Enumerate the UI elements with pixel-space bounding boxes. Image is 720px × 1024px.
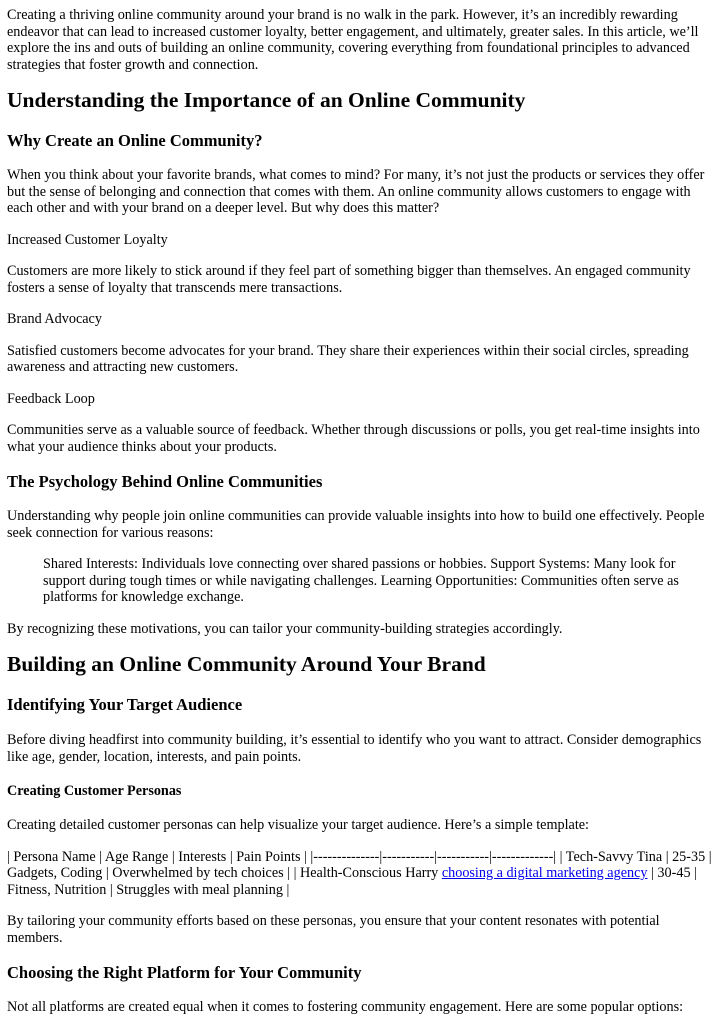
- paragraph-why-create: When you think about your favorite brands, what comes to mind? For many, it’s not just the products or services they offer but the sense of belonging and connection that comes with them. An online community allows customers to engage with each other and with your brand on a deeper level. But why does this matter?: [7, 167, 705, 216]
- heading-psychology: The Psychology Behind Online Communities: [7, 472, 323, 491]
- heading-customer-personas: Creating Customer Personas: [7, 783, 182, 799]
- persona-table-text-end: | 30-45 | Fitness, Nutrition | Struggles with meal planning |: [7, 865, 697, 898]
- heading-target-audience: Identifying Your Target Audience: [7, 695, 243, 714]
- heading-building: Building an Online Community Around Your Brand: [7, 652, 486, 676]
- paragraph-personas: Creating detailed customer personas can help visualize your target audience. Here’s a simple template:: [7, 817, 589, 833]
- paragraph-platform: Not all platforms are created equal when it comes to fostering community engagement. Here are some popular options:: [7, 999, 684, 1015]
- persona-table-text-start: | Persona Name | Age Range | Interests | Pain Points | |--------------|-----------|-----------|-------------| | Tech-Savvy Tina | 25-35 | Gadgets, Coding | Overwhelmed by tech choices | | Health-Conscious Harry: [7, 848, 712, 881]
- article: [0, 7, 720, 1016]
- heading-importance: Understanding the Importance of an Online Community: [7, 88, 526, 112]
- blockquote-reasons: Shared Interests: Individuals love connecting over shared passions or hobbies. Support Systems: Many look for support during tough times or while navigating challenges. Learning Opportunities: Communities often serve as platforms for knowledge exchange.: [43, 556, 679, 605]
- label-feedback-loop: Feedback Loop: [7, 390, 95, 407]
- paragraph-customer-loyalty: Customers are more likely to stick around if they feel part of something bigger than themselves. An engaged community fosters a sense of loyalty that transcends mere transactions.: [7, 263, 691, 296]
- intro-paragraph: Creating a thriving online community around your brand is no walk in the park. However, it’s an incredibly rewarding endeavor that can lead to increased customer loyalty, better engagement, and ultimately, greater sales. In this article, we’ll explore the ins and outs of building an online community, covering everything from foundational principles to advanced strategies that foster growth and connection.: [7, 7, 699, 73]
- paragraph-feedback-loop: Communities serve as a valuable source of feedback. Whether through discussions or polls, you get real-time insights into what your audience thinks about your products.: [7, 422, 700, 455]
- paragraph-tailoring: By tailoring your community efforts based on these personas, you ensure that your content resonates with potential members.: [7, 913, 660, 946]
- paragraph-psychology: Understanding why people join online communities can provide valuable insights into how to build one effectively. People seek connection for various reasons:: [7, 508, 705, 541]
- paragraph-target-audience: Before diving headfirst into community building, it’s essential to identify who you want to attract. Consider demographics like age, gender, location, interests, and pain points.: [7, 732, 702, 765]
- heading-right-platform: Choosing the Right Platform for Your Community: [7, 963, 362, 982]
- label-customer-loyalty: Increased Customer Loyalty: [7, 231, 168, 248]
- paragraph-brand-advocacy: Satisfied customers become advocates for your brand. They share their experiences within their social circles, spreading awareness and attracting new customers.: [7, 342, 689, 375]
- digital-marketing-agency-link[interactable]: choosing a digital marketing agency: [441, 865, 648, 881]
- paragraph-recognizing: By recognizing these motivations, you can tailor your community-building strategies accordingly.: [7, 620, 563, 637]
- label-brand-advocacy: Brand Advocacy: [7, 311, 102, 327]
- persona-table-text: [7, 849, 713, 899]
- heading-why-create: Why Create an Online Community?: [7, 131, 263, 150]
